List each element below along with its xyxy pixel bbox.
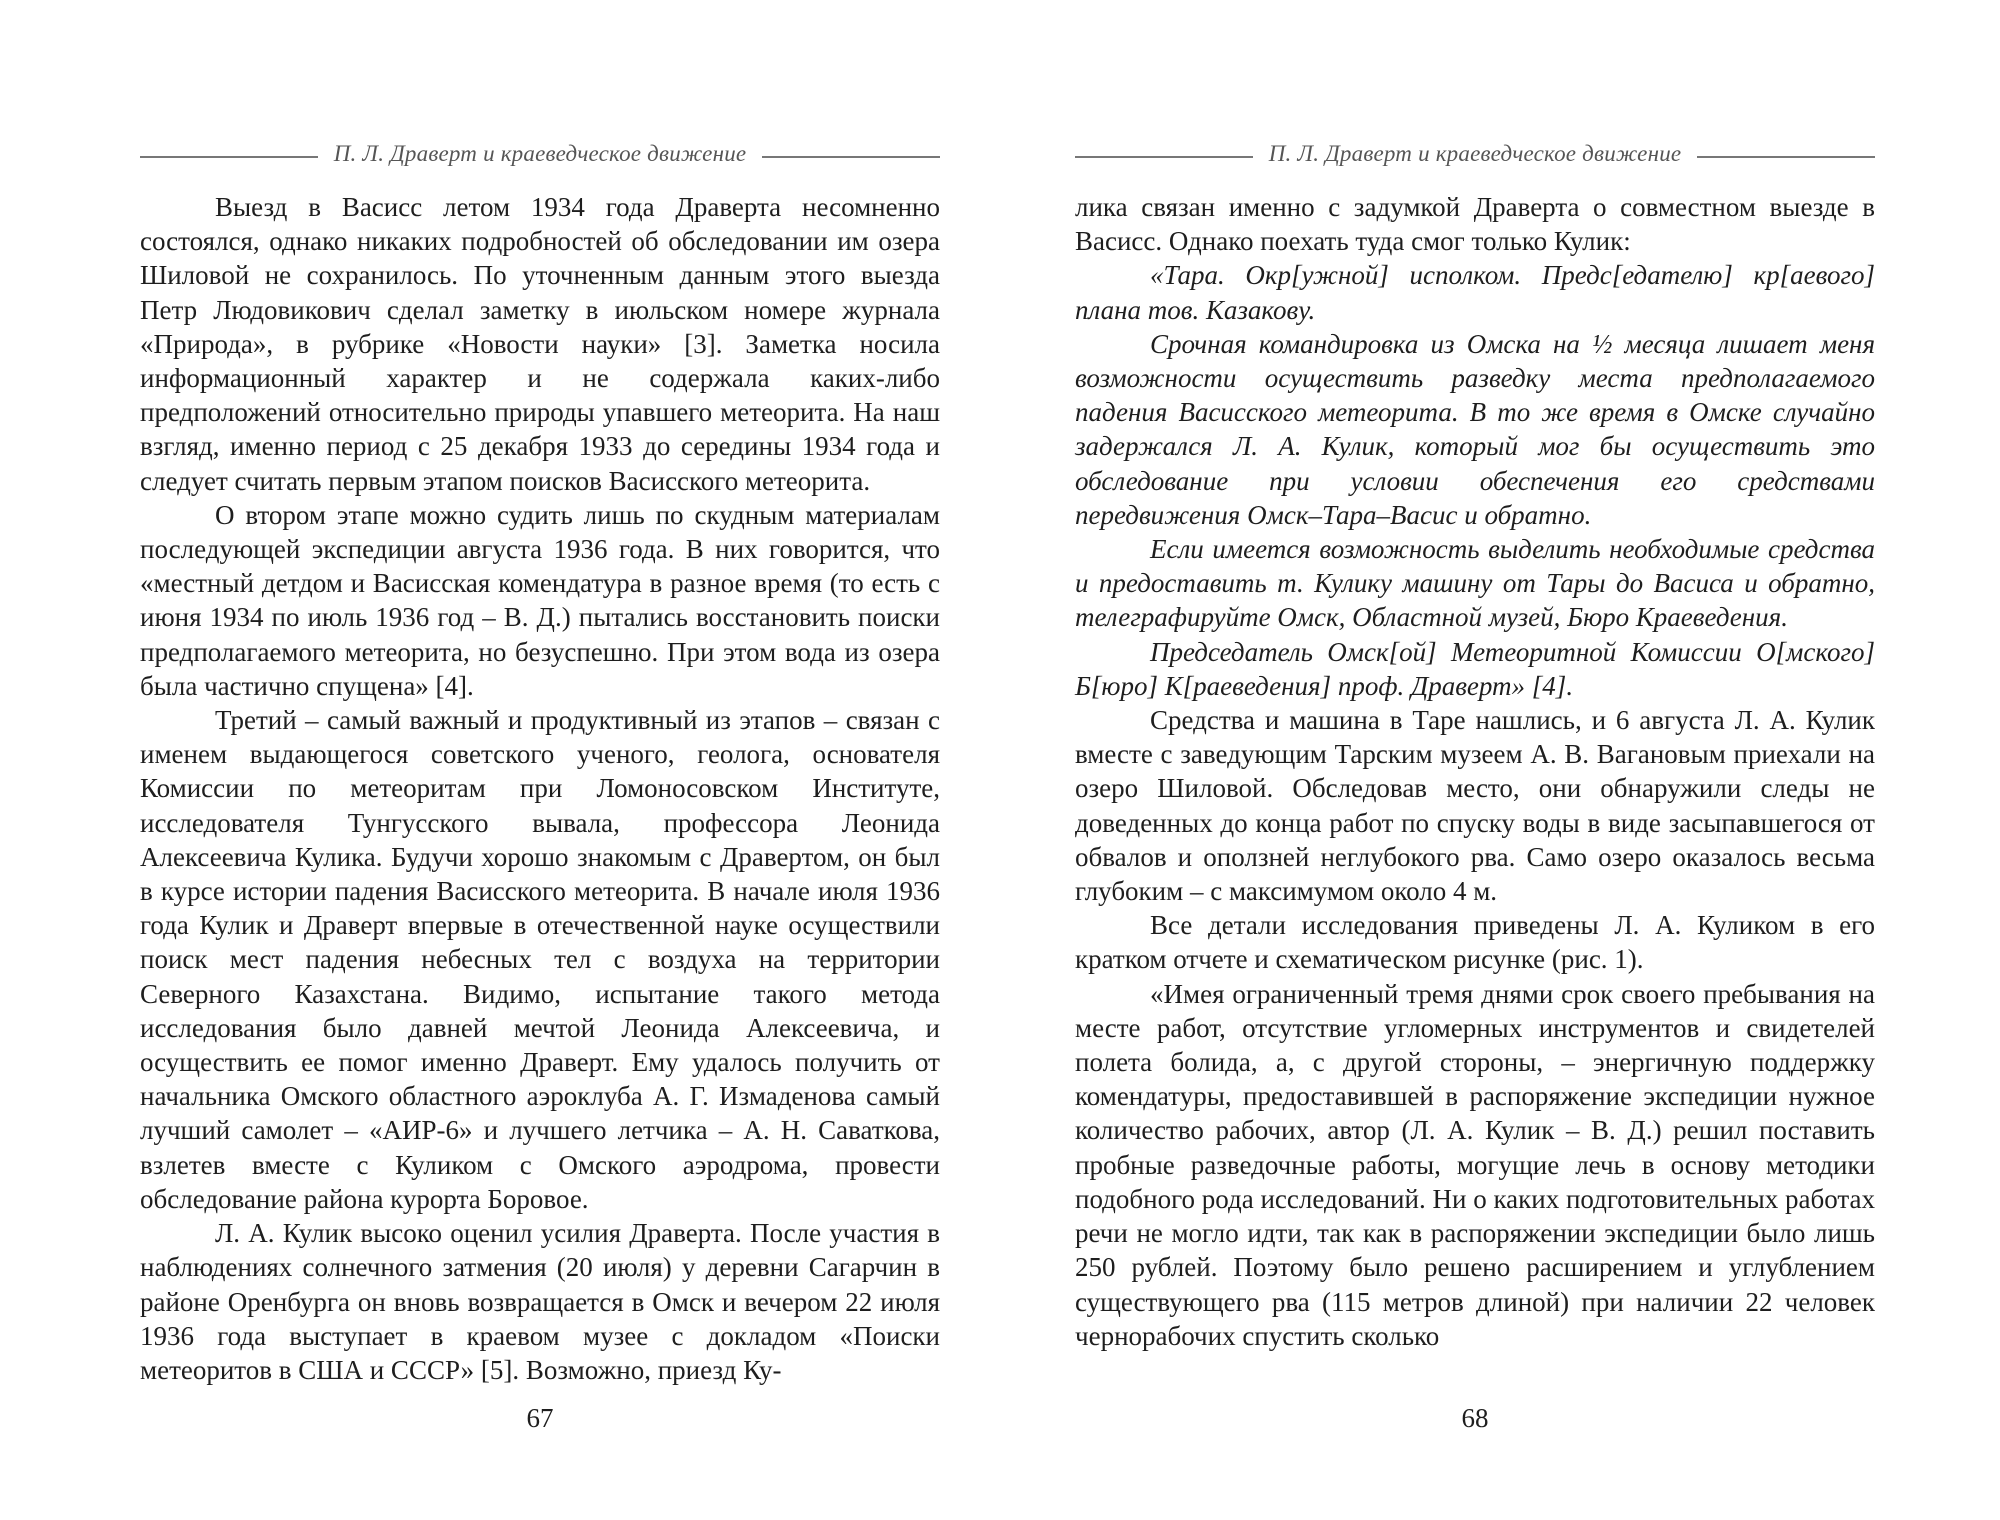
left-head-rule-right — [762, 156, 940, 158]
left-paragraph-2: О втором этапе можно судить лишь по скудным материалам последующей экспедиции августа 1936 года. В них говорится, что «местный детдом и Васисская комендатура в разное время (то есть с июня 1934 по июль 1936 год – В. Д.) пытались восстановить поиски предполагаемого метеорита, но безуспешно. При этом вода из озера была частично спущена» [4]. — [140, 499, 940, 701]
right-paragraph-1: Средства и машина в Таре нашлись, и 6 августа Л. А. Кулик вместе с заведующим Тарским музеем А. В. Вагановым приехали на озеро Шиловой. Обследовав место, они обнаружили следы не доведенных до конца работ по спуску воды в виде засыпавшегося от обвалов и оползней неглубокого рва. Само озеро оказалось весьма глубоким – с максимумом около 4 м. — [1075, 705, 1875, 907]
right-page-number: 68 — [1461, 1403, 1489, 1433]
right-running-head-text: П. Л. Драверт и краеведческое движение — [1268, 141, 1682, 166]
left-page-number: 67 — [526, 1403, 554, 1433]
left-paragraph-3: Третий – самый важный и продуктивный из этапов – связан с именем выдающегося советского ученого, геолога, основателя Комиссии по метеоритам при Ломоносовском Институте, исследователя Тунгусского вывала, профессора Леонида Алексеевича Кулика. Будучи хорошо знакомым с Дравертом, он был в курсе истории падения Васисского метеорита. В начале июля 1936 года Кулик и Драверт впервые в отечественной науке осуществили поиск мест падения небесных тел с воздуха на территории Северного Казахстана. Видимо, испытание такого метода исследования было давней мечтой Леонида Алексеевича, и осуществить ее помог именно Драверт. Ему удалось получить от начальника Омского областного аэроклуба А. Г. Измаденова самый лучший самолет – «АИР-6» и лучшего летчика – А. Н. Саваткова, взлетев вместе с Куликом с Омского аэродрома, провести обследование района курорта Боровое. — [140, 705, 940, 1214]
right-page — [1075, 0, 1875, 1520]
telegram-line-2: Срочная командировка из Омска на ½ месяца лишает меня возможности осуществить разведку места предполагаемого падения Васисского метеорита. В то же время в Омске случайно задержался Л. А. Кулик, который мог бы осуществить это обследование при условии обеспечения его средствами передвижения Омск–Тара–Васис и обратно. — [1075, 328, 1875, 530]
right-paragraph-3: «Имея ограниченный тремя днями срок своего пребывания на месте работ, отсутствие угломерных инструментов и свидетелей полета болида, а, с другой стороны, – энергичную поддержку комендатуры, предоставившей в распоряжение экспедиции нужное количество рабочих, автор (Л. А. Кулик – В. Д.) решил поставить пробные разведочные работы, могущие лечь в основу методики подобного рода исследований. Ни о каких подготовительных работах речи не могло идти, так как в распоряжении экспедиции было лишь 250 рублей. Поэтому было решено расширением и углублением существующего рва (115 метров длиной) при наличии 22 человек чернорабочих спустить сколько — [1075, 978, 1875, 1351]
right-continuation-paragraph: лика связан именно с задумкой Драверта о совместном выезде в Васисс. Однако поехать туда смог только Кулик: — [1075, 192, 1875, 257]
right-head-rule-right — [1697, 156, 1875, 158]
telegram-line-1: «Тара. Окр[ужной] исполком. Предс[едателю] кр[аевого] плана тов. Казакову. — [1075, 260, 1875, 325]
right-head-rule-left — [1075, 156, 1253, 158]
right-paragraph-2: Все детали исследования приведены Л. А. Куликом в его кратком отчете и схематическом рисунке (рис. 1). — [1075, 910, 1875, 975]
telegram-signature: Председатель Омск[ой] Метеоритной Комиссии О[мского] Б[юро] К[раеведения] проф. Драверт» [4]. — [1075, 636, 1875, 701]
right-running-head — [1075, 136, 1875, 172]
left-head-rule-left — [140, 156, 318, 158]
left-running-head-text: П. Л. Драверт и краеведческое движение — [333, 141, 747, 166]
left-page — [140, 0, 940, 1520]
left-body-text — [140, 190, 940, 1387]
right-body-text — [1075, 190, 1875, 1353]
left-paragraph-4: Л. А. Кулик высоко оценил усилия Драверта. После участия в наблюдениях солнечного затмения (20 июля) у деревни Сагарчин в районе Оренбурга он вновь возвращается в Омск и вечером 22 июля 1936 года выступает в краевом музее с докладом «Поиски метеоритов в США и СССР» [5]. Возможно, приезд Ку- — [140, 1218, 940, 1385]
left-running-head — [140, 136, 940, 172]
left-paragraph-1: Выезд в Васисс летом 1934 года Драверта несомненно состоялся, однако никаких подробностей об обследовании им озера Шиловой не сохранилось. По уточненным данным этого выезда Петр Людовикович сделал заметку в июльском номере журнала «Природа», в рубрике «Новости науки» [3]. Заметка носила информационный характер и не содержала каких-либо предположений относительно природы упавшего метеорита. На наш взгляд, именно период с 25 декабря 1933 до середины 1934 года и следует считать первым этапом поисков Васисского метеорита. — [140, 192, 940, 496]
telegram-line-3: Если имеется возможность выделить необходимые средства и предоставить т. Кулику машину от Тары до Васиса и обратно, телеграфируйте Омск, Областной музей, Бюро Краеведения. — [1075, 534, 1875, 633]
